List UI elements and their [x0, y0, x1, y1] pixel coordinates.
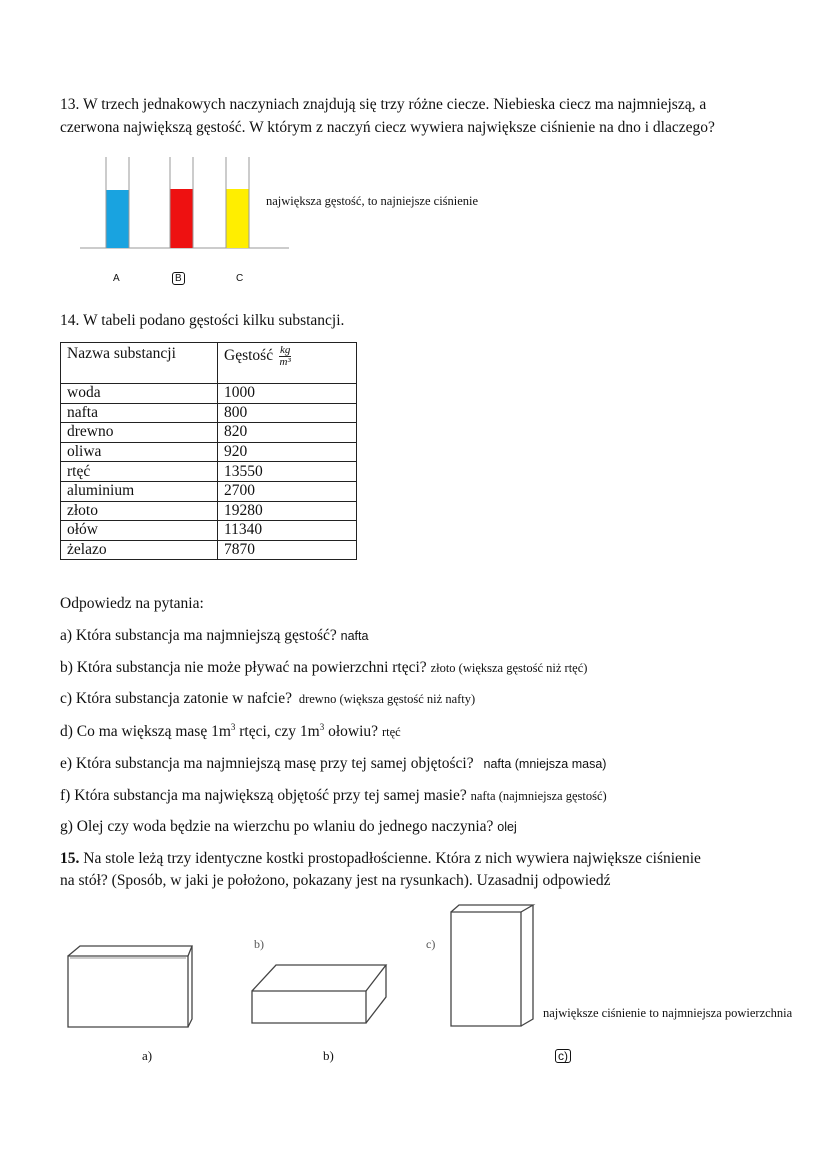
question-b-text: b) Która substancja nie może pływać na powierzchni rtęci? [60, 659, 427, 676]
header-density [218, 343, 357, 384]
question-e-text: e) Która substancja ma najmniejszą masę przy tej samej objętości? [60, 755, 474, 772]
figure-label-b-top: b) [254, 937, 264, 951]
q13-line2: czerwona największą gęstość. W którym z naczyń ciecz wywiera największe ciśnienie na dno i dlaczego? [60, 119, 715, 136]
answer-g: olej [497, 820, 517, 834]
block-label-b: b) [323, 1048, 334, 1063]
vessel-a [106, 157, 129, 248]
table-header-row [61, 343, 357, 384]
block-b-figure [246, 960, 392, 1026]
question-d [60, 722, 401, 741]
table-row [61, 501, 357, 521]
block-label-c-selected: c) [555, 1049, 571, 1063]
question-d-text-2: rtęci, czy 1m [235, 723, 320, 741]
q15-answer: największe ciśnienie to najmniejsza powierzchnia [543, 1006, 793, 1020]
question-f-text: f) Która substancja ma największą objętość przy tej samej masie? [60, 787, 467, 804]
cell-name: aluminium [61, 481, 218, 501]
cell-name: rtęć [61, 462, 218, 482]
density-unit [279, 345, 291, 368]
table-row [61, 423, 357, 443]
cell-density: 13550 [218, 462, 357, 482]
header-substance: Nazwa substancji [61, 343, 218, 384]
question-c-text: c) Która substancja zatonie w nafcie? [60, 690, 292, 707]
q15-line1 [60, 850, 701, 868]
question-a-text: a) Która substancja ma najmniejszą gęstość? [60, 627, 337, 644]
question-b [60, 659, 587, 677]
cell-name: złoto [61, 501, 218, 521]
q14-intro: Odpowiedz na pytania: [60, 595, 204, 612]
question-c [60, 690, 475, 708]
q13-answer: największa gęstość, to najniejsze ciśnienie [266, 194, 479, 208]
vessel-label-c: C [236, 273, 244, 284]
vessel-b [170, 157, 193, 248]
unit-denominator: m³ [279, 356, 291, 368]
q13-line1: 13. W trzech jednakowych naczyniach znajdują się trzy różne ciecze. Niebieska ciecz ma najmniejszą, a [60, 96, 707, 113]
table-row [61, 384, 357, 404]
cell-name: nafta [61, 403, 218, 423]
question-e [60, 755, 606, 773]
question-f [60, 787, 607, 805]
cell-name: oliwa [61, 442, 218, 462]
question-g [60, 818, 517, 836]
cell-density: 2700 [218, 481, 357, 501]
cell-density: 800 [218, 403, 357, 423]
liquid-red [170, 189, 193, 248]
table-row [61, 442, 357, 462]
liquid-yellow [226, 189, 249, 248]
answer-a: nafta [340, 629, 369, 643]
question-d-sup-1: 3 [230, 722, 236, 732]
cell-density: 19280 [218, 501, 357, 521]
table-row [61, 521, 357, 541]
q15-line1-text: Na stole leżą trzy identyczne kostki prostopadłościenne. Która z nich wywiera największe ciśnienie [79, 850, 701, 867]
block-c-figure [447, 902, 539, 1030]
question-d-sup-2: 3 [319, 722, 325, 732]
cell-density: 7870 [218, 540, 357, 560]
cell-name: żelazo [61, 540, 218, 560]
block-label-a: a) [142, 1048, 153, 1063]
question-g-text: g) Olej czy woda będzie na wierzchu po wlaniu do jednego naczynia? [60, 818, 494, 835]
question-d-text-3: ołowiu? [324, 723, 379, 741]
cell-density: 1000 [218, 384, 357, 404]
table-row [61, 540, 357, 560]
density-table [60, 342, 357, 560]
header-density-label: Gęstość [224, 347, 274, 365]
table-row [61, 403, 357, 423]
figure-label-c-top: c) [426, 937, 436, 951]
cell-name: woda [61, 384, 218, 404]
table-row [61, 462, 357, 482]
cell-density: 11340 [218, 521, 357, 541]
vessel-label-a: A [113, 273, 120, 284]
q15-line2: na stół? (Sposób, w jaki je położono, pokazany jest na rysunkach). Uzasadnij odpowiedź [60, 872, 611, 889]
cell-name: ołów [61, 521, 218, 541]
q13-vessels-figure [78, 145, 293, 255]
answer-d: rtęć [381, 725, 401, 740]
question-d-text-1: d) Co ma większą masę 1m [60, 723, 231, 741]
block-a-figure [60, 940, 200, 1032]
unit-numerator: kg [279, 344, 291, 356]
cell-density: 820 [218, 423, 357, 443]
table-row [61, 481, 357, 501]
q14-title: 14. W tabeli podano gęstości kilku substancji. [60, 312, 345, 329]
cell-name: drewno [61, 423, 218, 443]
answer-f: nafta (najmniejsza gęstość) [470, 789, 607, 803]
vessel-c [226, 157, 249, 248]
cell-density: 920 [218, 442, 357, 462]
answer-c: drewno (większa gęstość niż nafty) [298, 692, 476, 706]
answer-e: nafta (mniejsza masa) [483, 757, 607, 771]
liquid-blue [106, 190, 129, 248]
question-a [60, 627, 368, 645]
vessel-label-b-selected: B [172, 272, 185, 285]
answer-b: złoto (większa gęstość niż rtęć) [430, 661, 588, 675]
q15-number: 15. [60, 850, 80, 867]
